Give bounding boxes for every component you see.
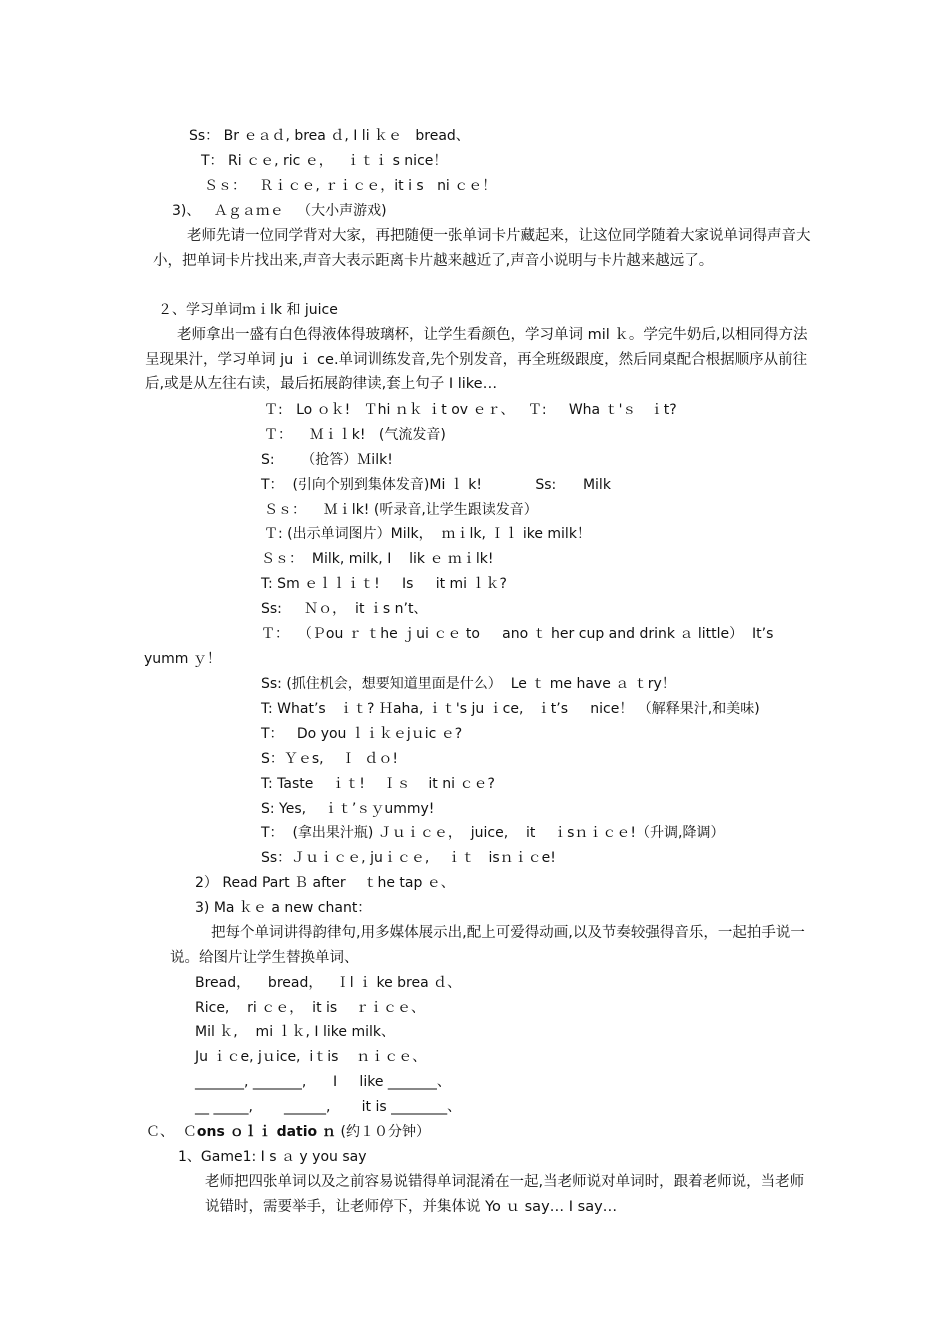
chant-line: __ _____, ______, it is ________、 [195,1099,462,1115]
chant-line: Rice, ri ｃｅ， it is ｒｉｃｅ、 [195,1000,425,1016]
step-heading: 2） Read Part Ｂ after ｔhe tap ｅ、 [195,875,455,891]
step-heading: 1、Game1: I s ａ y you say [178,1149,367,1165]
dialogue-line: Ｔ： （Ｐou ｒ ｔhe ｊui ｃｅ to ano ｔ her cup and drink ａ little） It’s [261,626,774,642]
section-title: ons ｏｌｉ datio ｎ [196,1124,337,1140]
section-heading-consolidation [146,1122,430,1142]
chant-line: Bread， bread， Ｉl ｉ ke brea ｄ、 [195,975,462,991]
dialogue-line: yumm ｙ！ [144,651,221,667]
section-heading: ２、学习单词ｍｉlk 和 juice [158,302,338,318]
dialogue-line: T： Do you ｌｉｋｅjｕic ｅ? [261,726,463,742]
chant-line: Ju ｉｃe, jｕice, iｔis ｎｉｃｅ、 [195,1049,427,1065]
dialogue-line: T: What’s ｉｔ? Ｈaha, ｉｔ's ju ｉce, ｉt’s nice！ （解释果汁,和美味) [261,701,760,717]
dialogue-line: T： (引向个别到集体发音)Mi ｌ k! Ss: Milk [261,477,611,493]
dialogue-line: Ｔ： Ｍｉｌk! (气流发音) [264,427,446,443]
dialogue-line: Ss: Ｎｏ， it ｉs n’t、 [261,601,428,617]
dialogue-line: T: Taste ｉｔ! Ｉｓ it ni ｃｅ? [261,776,495,792]
section-letter: Ｃ、 Ｃ [146,1124,197,1140]
paragraph: 老师把四张单词以及之前容易说错得单词混淆在一起,当老师说对单词时，跟着老师说，当老师说错时，需要举手，让老师停下，并集体说 Yo ｕ say… I say… [205,1174,805,1215]
chant-line: _______, _______, I like _______、 [195,1074,451,1090]
dialogue-line: T： Ri ｃｅ, ric ｅ， ｉｔｉ s nice！ [201,153,448,169]
dialogue-line: Ｔ: (出示单词图片）Milk， ｍｉlk, Ｉｌ ike milk！ [264,526,591,542]
dialogue-line: Ss：Ｊｕｉｃｅ, juｉｃｅ, ｉｔ isｎｉｃe! [261,850,556,866]
dialogue-line: Ｔ: Lo ｏｋ! Ｔhi ｎｋ ｉt ov ｅｒ、 Ｔ: Wha ｔ'ｓ ｉt? [264,402,677,418]
dialogue-line: S: Yes, ｉｔ’ｓｙummy! [261,801,435,817]
dialogue-line: T： (拿出果汁瓶) Ｊｕｉｃｅ， juice, it ｉsｎｉｃｅ!（升调,降调） [261,825,725,841]
step-heading: 3) Ma ｋｅ a new chant： [195,900,372,916]
paragraph: 把每个单词讲得韵律句,用多媒体展示出,配上可爱得动画,以及节奏较强得音乐，一起拍手说一说。给图片让学生替换单词、 [170,925,805,966]
dialogue-line: Ｓｓ： Ｍｉlk! (听录音,让学生跟读发音） [264,502,538,518]
dialogue-line: Ｓｓ： Ｒｉｃｅ, ｒｉｃｅ，it i s ni ｃｅ！ [204,178,497,194]
paragraph: 老师拿出一盛有白色得液体得玻璃杯，让学生看颜色，学习单词 mil ｋ。学完牛奶后,以相同得方法呈现果汁，学习单词 ju ｉ ce.单词训练发音,先个别发音，再全班级跟度，然后同桌配合根据顺序从前往后,或是从左往右读，最后拓展韵律读,套上句子 I like… [145,327,808,392]
section-heading: 3)、 Ａｇａｍｅ （大小声游戏) [172,203,387,219]
section-duration: (约１０分钟） [336,1124,430,1140]
dialogue-line: T: Sm ｅｌｌｉｔ! Is it mi ｌｋ? [261,576,507,592]
dialogue-line: Ｓｓ： Milk, milk, I lik ｅ ｍｉlk! [261,551,494,567]
chant-line: Mil ｋ, mi ｌｋ, I like milk、 [195,1024,395,1040]
dialogue-line: S: （抢答）Ｍilk! [261,452,393,468]
paragraph: 老师先请一位同学背对大家，再把随便一张单词卡片藏起来，让这位同学随着大家说单词得声音大小，把单词卡片找出来,声音大表示距离卡片越来越近了,声音小说明与卡片越来越远了。 [153,228,811,269]
dialogue-line: S：Ｙｅs, Ｉ ｄｏ! [261,751,398,767]
dialogue-line: Ss: (抓住机会，想要知道里面是什么） Le ｔ me have ａ ｔry！ [261,676,676,692]
dialogue-line: Ss： Br ｅａｄ, brea ｄ, I li ｋｅ bread、 [189,128,470,144]
